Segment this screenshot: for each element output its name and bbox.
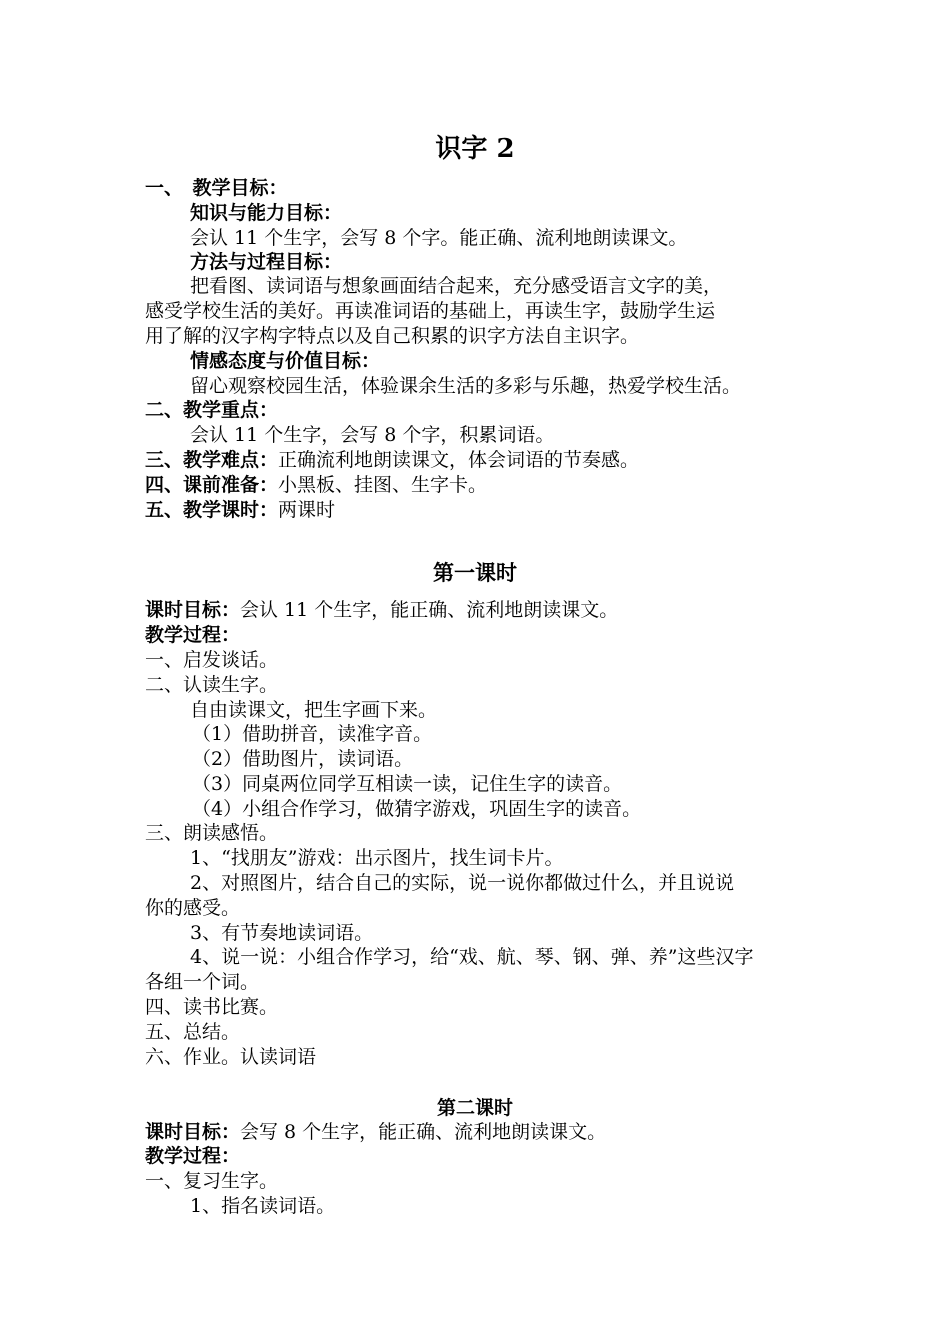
difficulty-label: 三、教学难点：: [145, 449, 279, 471]
preparation-row: [145, 473, 487, 497]
lesson1-step3-item-cont: 你的感受。: [145, 897, 241, 919]
lesson2-goal-text: 会写 8 个生字，能正确、流利地朗读课文。: [240, 1121, 607, 1143]
knowledge-goal-label: 知识与能力目标：: [190, 202, 343, 224]
method-goal-label: 方法与过程目标：: [190, 251, 343, 273]
lesson1-step: 五、总结。: [145, 1021, 241, 1043]
document-title: 识字 2: [435, 134, 515, 164]
lesson1-step3-item: 4、说一说：小组合作学习，给“戏、航、琴、钢、弹、养”这些汉字: [190, 946, 754, 968]
lesson1-goal-text: 会认 11 个生字，能正确、流利地朗读课文。: [240, 599, 619, 621]
emotion-goal-label: 情感态度与价值目标：: [190, 350, 381, 372]
lesson1-goal-row: [145, 598, 618, 622]
lesson1-step: 一、启发谈话。: [145, 649, 279, 671]
method-goal-line: 把看图、读词语与想象画面结合起来，充分感受语言文字的美，: [190, 275, 723, 297]
difficulty-row: [145, 448, 639, 472]
method-goal-line: 感受学校生活的美好。再读准词语的基础上，再读生字，鼓励学生运: [145, 300, 716, 322]
class-hours-label: 五、教学课时：: [145, 499, 279, 521]
lesson1-step3-item: 2、对照图片，结合自己的实际，说一说你都做过什么，并且说说: [190, 872, 735, 894]
method-goal-line: 用了解的汉字构字特点以及自己积累的识字方法自主识字。: [145, 325, 640, 347]
lesson1-step: 四、读书比赛。: [145, 996, 279, 1018]
lesson1-step3-item: 3、有节奏地读词语。: [190, 922, 374, 944]
lesson1-step: 三、朗读感悟。: [145, 822, 279, 844]
lesson1-goal-label: 课时目标：: [145, 599, 241, 621]
lesson1-step: 六、作业。认读词语: [145, 1046, 317, 1068]
lesson2-step: 一、复习生字。: [145, 1170, 279, 1192]
difficulty-text: 正确流利地朗读课文，体会词语的节奏感。: [278, 449, 640, 471]
lesson2-goal-row: [145, 1120, 606, 1144]
lesson1-step2-intro: 自由读课文，把生字画下来。: [190, 699, 438, 721]
lesson1-process-label: 教学过程：: [145, 624, 241, 646]
lesson1-step2-item: （4）小组合作学习，做猜字游戏，巩固生字的读音。: [192, 798, 642, 820]
lesson1-step: 二、认读生字。: [145, 674, 279, 696]
lesson1-title: 第一课时: [433, 560, 517, 585]
lesson1-step3-item-cont: 各组一个词。: [145, 971, 260, 993]
lesson2-process-label: 教学过程：: [145, 1145, 241, 1167]
lesson1-step2-item: （1）借助拼音，读准字音。: [192, 723, 433, 745]
key-points-text: 会认 11 个生字，会写 8 个字，积累词语。: [190, 424, 555, 446]
preparation-label: 四、课前准备：: [145, 474, 279, 496]
lesson1-step2-item: （3）同桌两位同学互相读一读，记住生字的读音。: [192, 773, 623, 795]
knowledge-goal-text: 会认 11 个生字，会写 8 个字。能正确、流利地朗读课文。: [190, 227, 688, 249]
lesson1-step2-item: （2）借助图片，读词语。: [192, 748, 414, 770]
lesson1-step3-item: 1、“找朋友”游戏：出示图片，找生词卡片。: [190, 847, 564, 869]
lesson2-title: 第二课时: [436, 1097, 513, 1119]
lesson2-step1-item: 1、指名读词语。: [190, 1195, 336, 1217]
section-teaching-goals-heading: 一、 教学目标：: [145, 177, 288, 199]
key-points-label: 二、教学重点：: [145, 399, 279, 421]
class-hours-row: [145, 498, 335, 522]
emotion-goal-text: 留心观察校园生活，体验课余生活的多彩与乐趣，热爱学校生活。: [190, 375, 742, 397]
class-hours-text: 两课时: [278, 499, 336, 521]
lesson2-goal-label: 课时目标：: [145, 1121, 241, 1143]
preparation-text: 小黑板、挂图、生字卡。: [278, 474, 488, 496]
